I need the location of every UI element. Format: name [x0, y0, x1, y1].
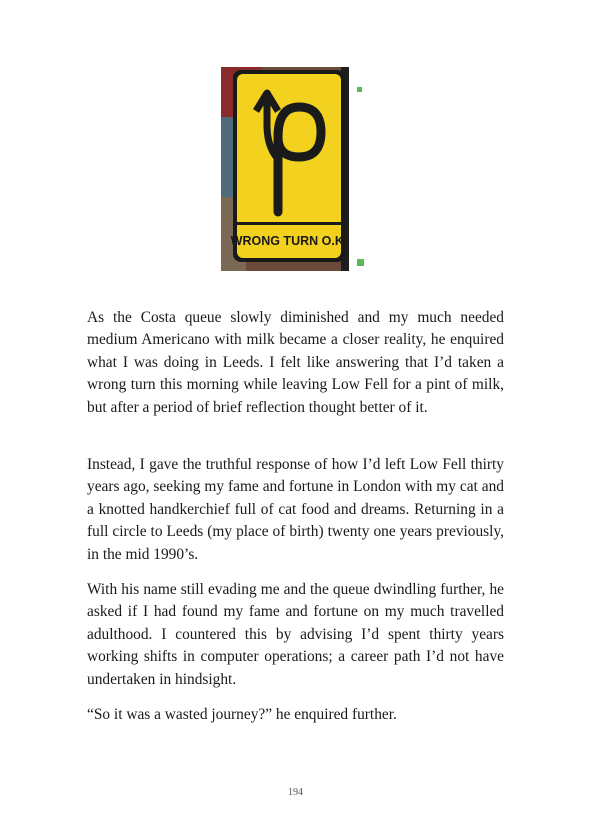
- paragraph-1: As the Costa queue slowly diminished and my much needed medium Americano with milk became a closer reality, he enquired what I was doing in Leeds. I felt like answering that I’d taken a wrong turn this morning while leaving Low Fell for a pint of milk, but after a period of brief reflection thought better of it.: [87, 309, 504, 416]
- paragraph-3: With his name still evading me and the queue dwindling further, he asked if I had found my fame and fortune on my much travelled adulthood. I countered this by advising I’d spent thirty years working shifts in computer operations; a career path I’d not have undertaken in hindsight.: [87, 581, 504, 688]
- paragraph-2: Instead, I gave the truthful response of how I’d left Low Fell thirty years ago, seeking my fame and fortune in London with my cat and a knotted handkerchief full of cat food and dreams. Returning in a full circle to Leeds (my place of birth) twenty one years previously, in the mid 1990’s.: [87, 456, 504, 563]
- wrong-turn-sign-photo: [221, 67, 369, 271]
- page-number: 194: [288, 787, 303, 798]
- sign-text: WRONG TURN O.K.: [230, 234, 348, 248]
- paragraph-4: “So it was a wasted journey?” he enquired further.: [87, 706, 397, 723]
- sign-illustration: [221, 67, 369, 271]
